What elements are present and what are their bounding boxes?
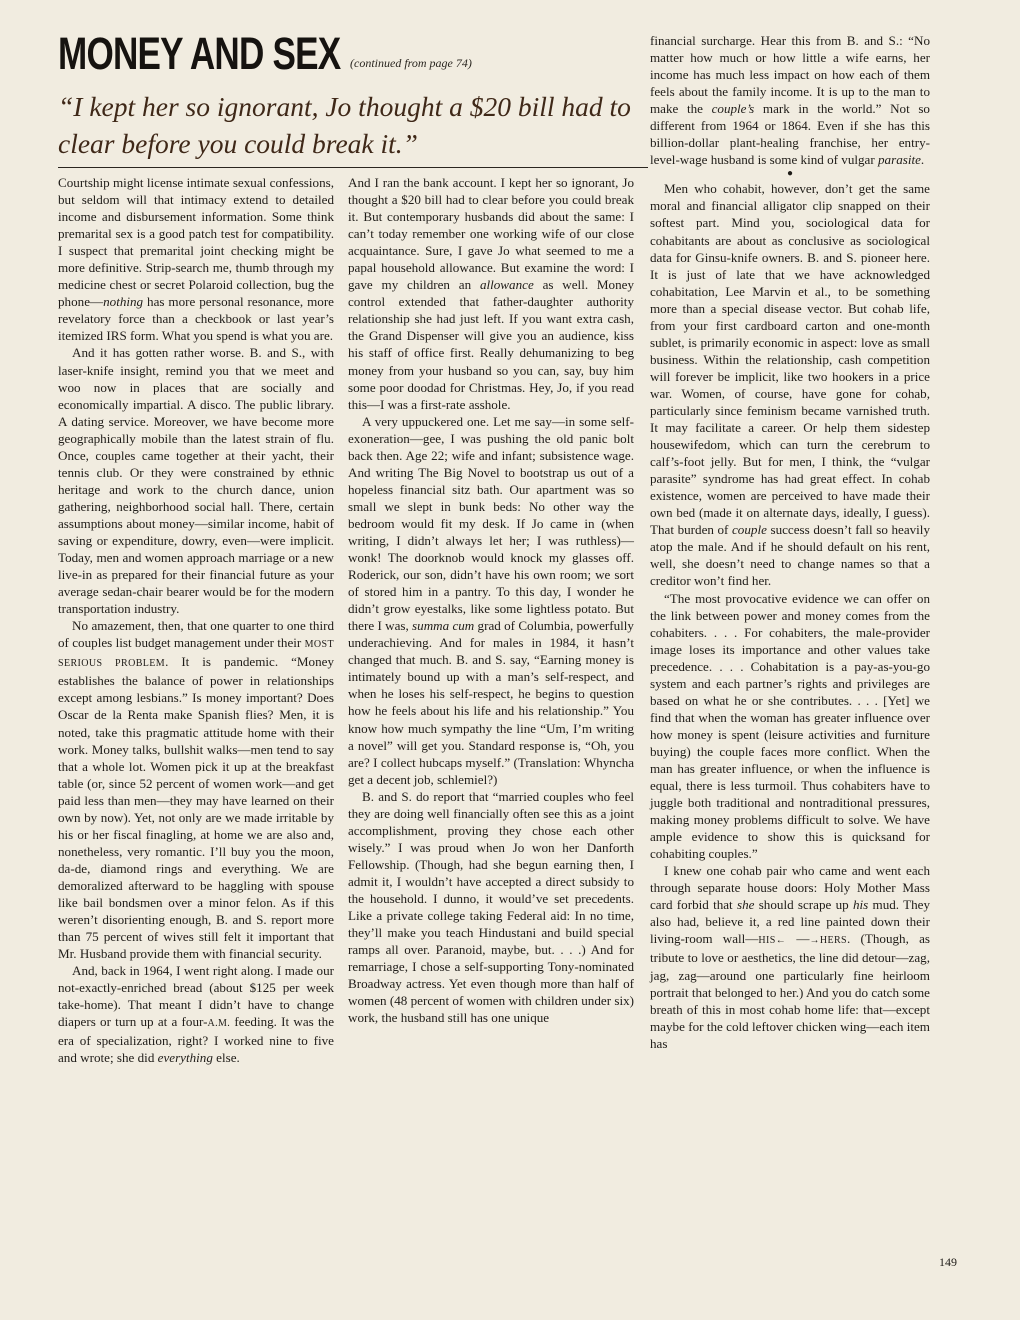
divider xyxy=(58,167,648,168)
column-1 xyxy=(58,174,334,1066)
page-number: 149 xyxy=(939,1255,957,1269)
section-bullet: ● xyxy=(786,168,794,180)
paragraph: B. and S. do report that “married couples who feel they are doing well financially often see this as a joint accomplishment, proving they chose each other wisely.” I was proud when Jo won her Danforth Fellowship. (Though, had she begun earning then, I admit it, I wouldn’t have accepted a direct subsidy to the household. I dunno, it would’ve set precedents. Like a private college taking Federal aid: In no time, they’ll make you teach Hindustani and build special ramps all over. Paranoid, maybe, but. . . .) And for remarriage, I chose a self-supporting Tony-nominated Broadway actress. Yet even though more than half of women (48 percent of women with children under six) work, the husband still has one unique xyxy=(348,788,634,1026)
column-2 xyxy=(348,174,634,1026)
paragraph: No amazement, then, that one quarter to one third of couples list budget management under their MOST SERIOUS PROBLEM. It is pandemic. “Money establishes the balance of power in relationships except among lesbians.” Is money important? Does Oscar de la Renta make Spanish flies? Men, it is noted, take this pragmatic attitude home with their work. Money talks, bullshit walks—men tend to say that a whole lot. Women pick it up at the breakfast table (or, since 52 percent of women work—and get paid less than men—they may have learned on their own by now). Yet, not only are we made irritable by his or her fiscal finagling, at home we are also and, nonetheless, very romantic. I’ll buy you the moon, da-de, diamond rings and everything. We are demoralized afterward to be haggling with spouse like bail bondsmen over a minor felon. As if this weren’t disorienting enough, B. and S. report more than 75 percent of wives still felt it important that Mr. Husband provide them with financial security. xyxy=(58,618,334,962)
paragraph: I knew one cohab pair who came and went each through separate house doors: Holy Mother Mass card forbid that she should scrape up his mud. They also had, believe it, a red line painted down their living-room wall—HIS← —→HERS. (Though, as tribute to love or aesthetics, the line did detour—zag, jag, zag—around one particularly fine heirloom portrait that belonged to her.) And you do catch some breath of this in most cohab home life: that—except maybe for the cold leftover chicken wing—each item has xyxy=(650,863,931,1051)
paragraph: financial surcharge. Hear this from B. and S.: “No matter how much or how little a wife earns, her income has much less impact on how each of them feels about the family income. It is up to the man to make the couple’s mark in the world.” Not so different from 1964 or 1864. Even if she has this billion-dollar plant-healing franchise, her entry-level-wage husband is some kind of vulgar parasite. xyxy=(650,33,930,168)
paragraph: Courtship might license intimate sexual confessions, but seldom will that intimacy extend to detailed income and disbursement information. Some think premarital sex is a good patch test for compatibility. I suspect that premarital joint checking might be more definitive. Strip-search me, thumb through my medicine chest or secret Polaroid collection, bug the phone—nothing has more personal resonance, more revelatory force than a checkbook or last year’s itemized IRS form. What you spend is what you are. xyxy=(58,175,334,344)
continued-note: (continued from page 74) xyxy=(350,56,472,70)
article-title: MONEY AND SEX xyxy=(58,28,341,79)
headline xyxy=(58,28,420,80)
paragraph: Men who cohabit, however, don’t get the same moral and financial alligator clip snapped on their softest part. Mind you, sociological data for cohabitants are about as conclusive as sociological data for Ginsu-knife owners. B. and S. pioneer here. It is just of late that we have acknowledged cohabitation, Lee Marvin et al., to be something more than a special disease vector. But cohab life, from your first cardboard carton and one-month sublet, is primarily economic in aspect: love as small business. Within the relationship, cash competition will forever be implicit, like two hookers in a price war. Women, of course, have gone for cohab, particularly since feminism became varnished truth. It may facilitate a career. Or help them sidestep housewifedom, which can turn the cerebrum to calf’s-foot jelly. But for men, I think, the “vulgar parasite” syndrome has had great effect. In cohab existence, women are perceived to have made their own bed (made it on alternate days, ideally, I guess). That burden of couple success doesn’t fall so heavily atop the male. And if he should default on his rent, well, she doesn’t need to change names so that a creditor won’t find her. xyxy=(650,181,930,589)
paragraph: A very uppuckered one. Let me say—in some self-exoneration—gee, I was pushing the old panic bolt back then. Age 22; wife and infant; subsistence wage. And writing The Big Novel to bootstrap us out of a hopeless financial sitz bath. Our apartment was so small we slept in bunk beds: No other way the bedroom would fit my desk. If Jo came in (when writing, I didn’t always let her; I was ruthless)—wonk! The doorknob would knock my glasses off. Roderick, our son, didn’t have his own room; we sort of stored him in a pantry. To this day, I wonder he didn’t grow eyestalks, like some lightless potato. But there I was, summa cum grad of Columbia, powerfully underachieving. And for males in 1984, it hasn’t changed that much. B. and S. say, “Earning money is intimately bound up with a man’s self-respect, and when he loses his self-respect, he begins to question how he feels about his life and his relationship.” You know how much sympathy the line “Um, I’m writing a novel” will get you. Standard response is, “Oh, you are? I collect hubcaps myself.” (Translation: Whyncha get a decent job, schlemiel?) xyxy=(348,413,634,787)
paragraph: And it has gotten rather worse. B. and S., with laser-knife insight, remind you that we meet and woo now in places that are socially and economically impartial. A disco. The public library. A dating service. Moreover, we have become more geographically mobile than the latest strain of flu. Once, couples came together at their yacht, their tennis club. Or they were constrained by ethnic heritage and work to the church dance, union gathering, neighborhood social hall. There, certain assumptions about money—similar income, habit of saving or expenditure, dowry, even—were implicit. Today, men and women approach marriage or a new live-in as prepared for their financial future as your average sedan-chair bearer would be for the modern transportation industry. xyxy=(58,345,334,617)
column-3 xyxy=(650,32,930,1052)
paragraph: And, back in 1964, I went right along. I made our not-exactly-enriched bread (about $125 per week take-home). That meant I didn’t have to change diapers or turn up at a four-A.M. feeding. It was the era of specialization, right? I worked nine to five and wrote; she did everything else. xyxy=(58,963,334,1066)
paragraph: And I ran the bank account. I kept her so ignorant, Jo thought a $20 bill had to clear before you could break it. But contemporary husbands did about the same: I can’t today remember one working wife of our close acquaintance. Sure, I gave Jo what seemed to me a papal household allowance. But examine the word: I gave my children an allowance as well. Money control extended that father-daughter authority relationship she had just left. If you want extra cash, the Grand Dispenser will give you an audience, kiss his staff of office first. Really dehumanizing to beg money from your husband so you can, say, buy him some poor doodad for Christmas. Hey, Jo, if you read this—I was a first-rate asshole. xyxy=(348,175,634,412)
paragraph: “The most provocative evidence we can offer on the link between power and money comes from the cohabiters. . . . For cohabiters, the male-provider image loses its importance and other values take precedence. . . . Cohabitation is a pay-as-you-go system and each partner’s rights and privileges are based on what he or she contributes. . . . [Yet] we find that when the woman has greater influence over how money is spent (leisure activities and furniture buying) the couple faces more conflict. When the man has greater influence, or when the influence is equal, there is less turmoil. Thus cohabiters have to juggle both traditional and nontraditional pressures, making money problems difficult to solve. We have ample evidence to show this is quicksand for cohabiting couples.” xyxy=(650,590,930,862)
pull-quote: “I kept her so ignorant, Jo thought a $20 bill had to clear before you could break it.” xyxy=(58,91,631,159)
